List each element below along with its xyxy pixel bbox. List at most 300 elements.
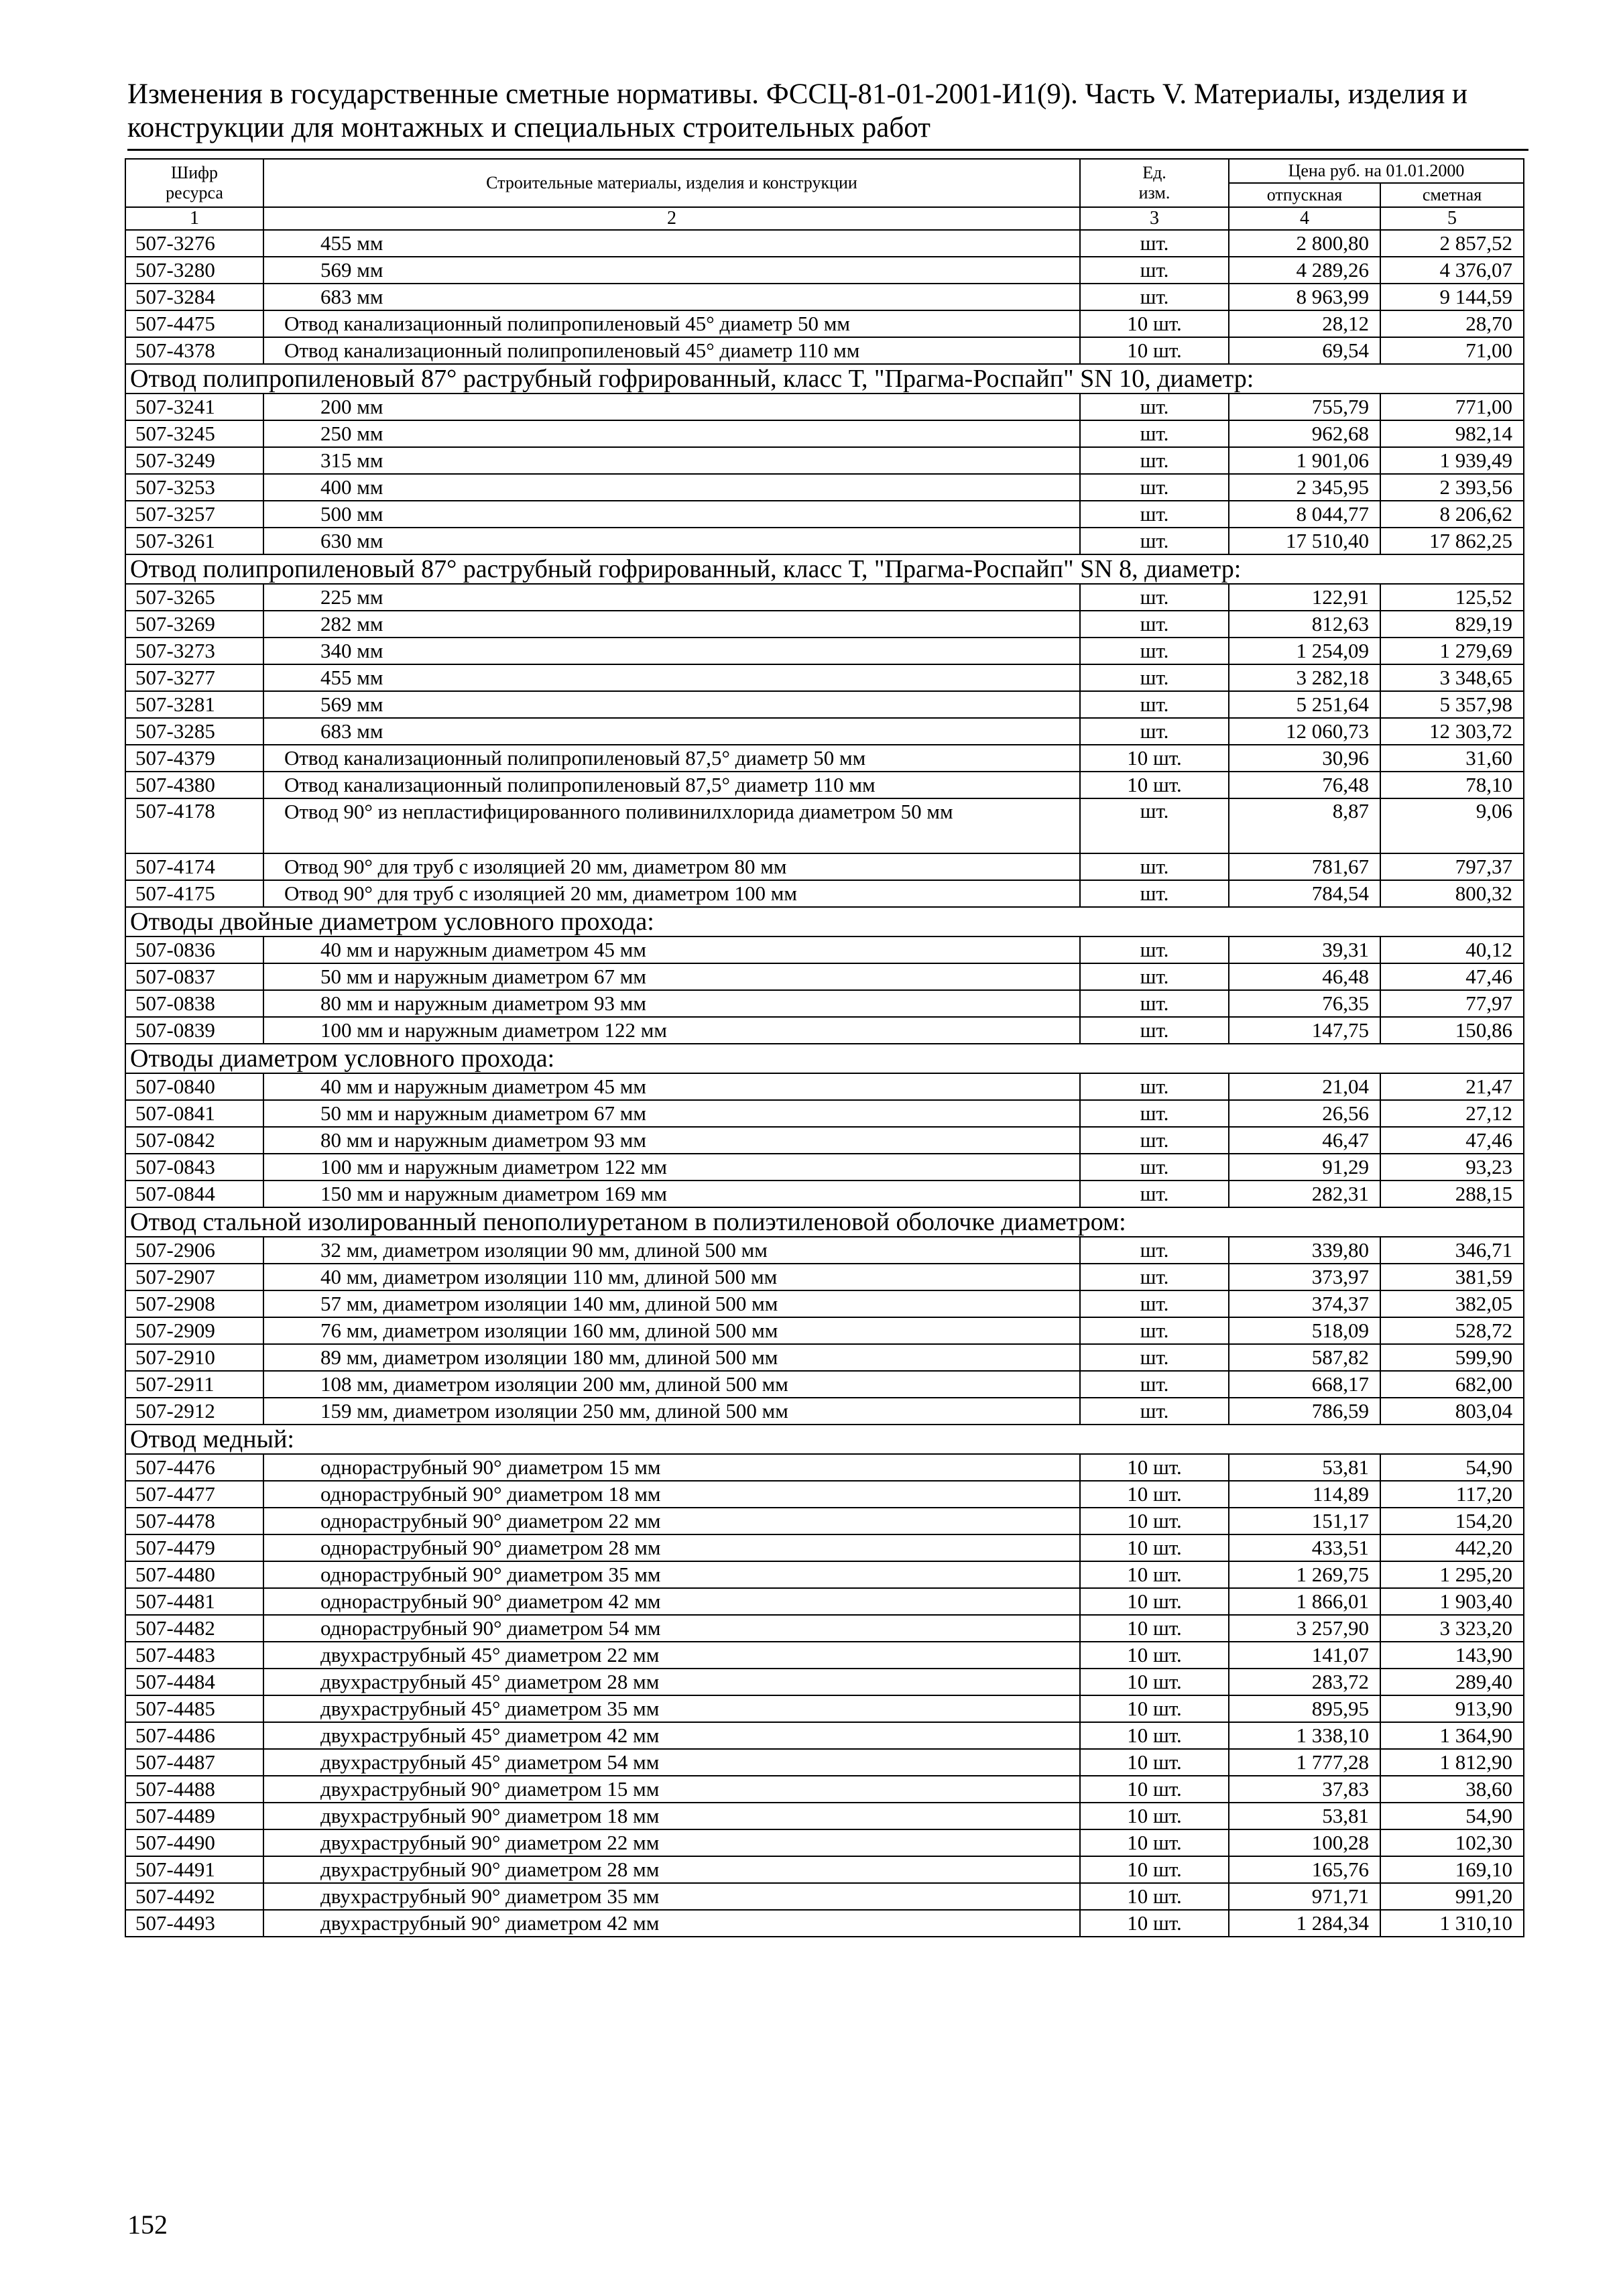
release-price: 37,83 [1229,1776,1380,1803]
unit-of-measure: 10 шт. [1080,1695,1229,1722]
unit-of-measure: 10 шт. [1080,1856,1229,1883]
table-row [125,1776,1524,1803]
release-price: 283,72 [1229,1669,1380,1695]
release-price: 165,76 [1229,1856,1380,1883]
resource-code: 507-3253 [125,474,263,501]
resource-code: 507-2909 [125,1317,263,1344]
unit-of-measure: шт. [1080,936,1229,963]
release-price: 518,09 [1229,1317,1380,1344]
unit-of-measure: шт. [1080,1017,1229,1044]
table-row [125,963,1524,990]
table-row [125,638,1524,664]
unit-of-measure: шт. [1080,447,1229,474]
resource-code: 507-3281 [125,691,263,718]
release-price: 141,07 [1229,1642,1380,1669]
table-row [125,1454,1524,1481]
material-name: 50 мм и наружным диаметром 67 мм [263,963,1080,990]
material-name: двухраструбный 90° диаметром 42 мм [263,1910,1080,1937]
group-title: Отвод полипропиленовый 87° раструбный гофрированный, класс Т, "Прагма-Роспайп" SN 10, диаметр: [125,364,1524,394]
resource-code: 507-3261 [125,528,263,554]
material-name: 683 мм [263,718,1080,745]
table-row [125,1237,1524,1264]
table-row [125,1856,1524,1883]
unit-of-measure: шт. [1080,230,1229,257]
material-name: 150 мм и наружным диаметром 169 мм [263,1181,1080,1207]
table-row [125,772,1524,798]
release-price: 30,96 [1229,745,1380,772]
estimate-price: 682,00 [1380,1371,1524,1398]
table-row [125,745,1524,772]
unit-of-measure: шт. [1080,1181,1229,1207]
release-price: 91,29 [1229,1154,1380,1181]
unit-of-measure: шт. [1080,691,1229,718]
table-row [125,1264,1524,1290]
table-row [125,394,1524,420]
material-name: однораструбный 90° диаметром 22 мм [263,1508,1080,1534]
estimate-price: 803,04 [1380,1398,1524,1425]
material-name: двухраструбный 90° диаметром 28 мм [263,1856,1080,1883]
page-number: 152 [127,2210,168,2240]
table-row [125,1561,1524,1588]
table-row [125,1749,1524,1776]
table-row [125,1910,1524,1937]
resource-code: 507-4488 [125,1776,263,1803]
unit-of-measure: 10 шт. [1080,1669,1229,1695]
unit-of-measure: 10 шт. [1080,310,1229,337]
table-row [125,1803,1524,1829]
group-header-row [125,364,1524,394]
estimate-price: 38,60 [1380,1776,1524,1803]
resource-code: 507-3249 [125,447,263,474]
estimate-price: 2 393,56 [1380,474,1524,501]
material-name: 40 мм, диаметром изоляции 110 мм, длиной 500 мм [263,1264,1080,1290]
material-name: Отвод 90° из непластифицированного поливинилхлорида диаметром 50 мм [263,798,1080,853]
column-number: 3 [1080,207,1229,230]
release-price: 339,80 [1229,1237,1380,1264]
table-row [125,1883,1524,1910]
release-price: 812,63 [1229,611,1380,638]
table-row [125,1017,1524,1044]
table-row [125,284,1524,310]
material-name: 40 мм и наружным диаметром 45 мм [263,936,1080,963]
estimate-price: 54,90 [1380,1454,1524,1481]
resource-code: 507-4178 [125,798,263,853]
resource-code: 507-3273 [125,638,263,664]
table-row [125,691,1524,718]
table-row [125,257,1524,284]
estimate-price: 913,90 [1380,1695,1524,1722]
material-name: 569 мм [263,691,1080,718]
unit-of-measure: 10 шт. [1080,1776,1229,1803]
estimate-price: 288,15 [1380,1181,1524,1207]
material-name: двухраструбный 90° диаметром 22 мм [263,1829,1080,1856]
unit-of-measure: 10 шт. [1080,1722,1229,1749]
unit-of-measure: шт. [1080,963,1229,990]
unit-of-measure: шт. [1080,1127,1229,1154]
release-price: 282,31 [1229,1181,1380,1207]
unit-of-measure: шт. [1080,718,1229,745]
resource-code: 507-4174 [125,853,263,880]
estimate-price: 93,23 [1380,1154,1524,1181]
release-price: 374,37 [1229,1290,1380,1317]
header-line-1: Изменения в государственные сметные нормативы. ФССЦ-81-01-2001-И1(9). Часть V. Материалы, изделия и [127,78,1467,110]
unit-of-measure: 10 шт. [1080,337,1229,364]
material-name: двухраструбный 45° диаметром 42 мм [263,1722,1080,1749]
unit-of-measure: шт. [1080,420,1229,447]
resource-code: 507-0840 [125,1073,263,1100]
estimate-price: 3 348,65 [1380,664,1524,691]
table-row [125,1508,1524,1534]
material-name: Отвод канализационный полипропиленовый 87,5° диаметр 50 мм [263,745,1080,772]
estimate-price: 2 857,52 [1380,230,1524,257]
estimate-price: 528,72 [1380,1317,1524,1344]
estimate-price: 117,20 [1380,1481,1524,1508]
material-name: 455 мм [263,664,1080,691]
release-price: 2 345,95 [1229,474,1380,501]
estimate-price: 9,06 [1380,798,1524,853]
unit-of-measure: 10 шт. [1080,1588,1229,1615]
resource-code: 507-0837 [125,963,263,990]
resource-code: 507-3276 [125,230,263,257]
unit-of-measure: 10 шт. [1080,1561,1229,1588]
column-number: 4 [1229,207,1380,230]
material-name: 400 мм [263,474,1080,501]
unit-of-measure: шт. [1080,1344,1229,1371]
table-row [125,1154,1524,1181]
material-name: Отвод канализационный полипропиленовый 45° диаметр 110 мм [263,337,1080,364]
unit-of-measure: 10 шт. [1080,1481,1229,1508]
release-price: 895,95 [1229,1695,1380,1722]
table-row [125,474,1524,501]
group-title: Отводы диаметром условного прохода: [125,1044,1524,1073]
header-line-2: конструкции для монтажных и специальных строительных работ [127,112,930,143]
unit-of-measure: 10 шт. [1080,772,1229,798]
release-price: 12 060,73 [1229,718,1380,745]
resource-code: 507-2906 [125,1237,263,1264]
release-price: 122,91 [1229,584,1380,611]
table-row [125,936,1524,963]
table-row [125,853,1524,880]
estimate-price: 771,00 [1380,394,1524,420]
resource-code: 507-2908 [125,1290,263,1317]
material-name: 630 мм [263,528,1080,554]
table-row [125,1073,1524,1100]
release-price: 3 282,18 [1229,664,1380,691]
release-price: 971,71 [1229,1883,1380,1910]
material-name: 89 мм, диаметром изоляции 180 мм, длиной 500 мм [263,1344,1080,1371]
estimate-price: 17 862,25 [1380,528,1524,554]
table-row [125,1344,1524,1371]
material-name: 159 мм, диаметром изоляции 250 мм, длиной 500 мм [263,1398,1080,1425]
resource-code: 507-3241 [125,394,263,420]
resource-code: 507-4484 [125,1669,263,1695]
estimate-price: 382,05 [1380,1290,1524,1317]
release-price: 21,04 [1229,1073,1380,1100]
resource-code: 507-4479 [125,1534,263,1561]
estimate-price: 27,12 [1380,1100,1524,1127]
table-row [125,420,1524,447]
release-price: 46,47 [1229,1127,1380,1154]
material-name: Отвод канализационный полипропиленовый 45° диаметр 50 мм [263,310,1080,337]
resource-code: 507-4491 [125,1856,263,1883]
estimate-price: 40,12 [1380,936,1524,963]
table-row [125,1722,1524,1749]
release-price: 1 269,75 [1229,1561,1380,1588]
resource-code: 507-3285 [125,718,263,745]
material-name: двухраструбный 90° диаметром 35 мм [263,1883,1080,1910]
resource-code: 507-4476 [125,1454,263,1481]
release-price: 53,81 [1229,1454,1380,1481]
estimate-price: 71,00 [1380,337,1524,364]
estimate-price: 4 376,07 [1380,257,1524,284]
release-price: 114,89 [1229,1481,1380,1508]
material-name: 108 мм, диаметром изоляции 200 мм, длиной 500 мм [263,1371,1080,1398]
estimate-price: 125,52 [1380,584,1524,611]
estimate-price: 800,32 [1380,880,1524,907]
material-name: однораструбный 90° диаметром 42 мм [263,1588,1080,1615]
unit-of-measure: шт. [1080,611,1229,638]
group-header-row [125,1425,1524,1454]
release-price: 53,81 [1229,1803,1380,1829]
estimate-price: 169,10 [1380,1856,1524,1883]
unit-of-measure: 10 шт. [1080,1803,1229,1829]
resource-code: 507-0843 [125,1154,263,1181]
group-header-row [125,1044,1524,1073]
estimate-price: 47,46 [1380,1127,1524,1154]
release-price: 1 777,28 [1229,1749,1380,1776]
table-row [125,1695,1524,1722]
resource-code: 507-4486 [125,1722,263,1749]
estimate-price: 1 279,69 [1380,638,1524,664]
release-price: 1 338,10 [1229,1722,1380,1749]
resource-code: 507-3280 [125,257,263,284]
table-row [125,1669,1524,1695]
resource-code: 507-4175 [125,880,263,907]
resource-code: 507-0836 [125,936,263,963]
column-header-name: Строительные материалы, изделия и конструкции [263,159,1080,207]
table-row [125,1181,1524,1207]
column-header-release-price: отпускная [1229,183,1380,207]
table-row [125,1127,1524,1154]
resource-code: 507-0841 [125,1100,263,1127]
material-name: 80 мм и наружным диаметром 93 мм [263,990,1080,1017]
material-name: 455 мм [263,230,1080,257]
release-price: 587,82 [1229,1344,1380,1371]
table-row [125,611,1524,638]
unit-of-measure: шт. [1080,501,1229,528]
resource-code: 507-4482 [125,1615,263,1642]
release-price: 5 251,64 [1229,691,1380,718]
table-row [125,501,1524,528]
estimate-price: 1 364,90 [1380,1722,1524,1749]
unit-of-measure: 10 шт. [1080,1454,1229,1481]
table-row [125,664,1524,691]
material-name: двухраструбный 45° диаметром 54 мм [263,1749,1080,1776]
release-price: 1 901,06 [1229,447,1380,474]
release-price: 151,17 [1229,1508,1380,1534]
release-price: 1 866,01 [1229,1588,1380,1615]
release-price: 1 284,34 [1229,1910,1380,1937]
resource-code: 507-2907 [125,1264,263,1290]
estimate-price: 442,20 [1380,1534,1524,1561]
estimate-price: 982,14 [1380,420,1524,447]
column-number: 2 [263,207,1080,230]
estimate-price: 599,90 [1380,1344,1524,1371]
unit-of-measure: шт. [1080,528,1229,554]
table-row [125,1398,1524,1425]
material-name: двухраструбный 90° диаметром 18 мм [263,1803,1080,1829]
table-row [125,718,1524,745]
release-price: 28,12 [1229,310,1380,337]
material-name: 80 мм и наружным диаметром 93 мм [263,1127,1080,1154]
resource-code: 507-0839 [125,1017,263,1044]
release-price: 3 257,90 [1229,1615,1380,1642]
unit-of-measure: шт. [1080,664,1229,691]
estimate-price: 143,90 [1380,1642,1524,1669]
unit-of-measure: шт. [1080,1398,1229,1425]
table-row [125,1100,1524,1127]
unit-of-measure: шт. [1080,284,1229,310]
resource-code: 507-4475 [125,310,263,337]
page-header [127,78,1522,145]
table-row [125,1642,1524,1669]
resource-code: 507-3257 [125,501,263,528]
table-row [125,230,1524,257]
unit-of-measure: 10 шт. [1080,745,1229,772]
resource-code: 507-4478 [125,1508,263,1534]
resource-code: 507-0838 [125,990,263,1017]
estimate-price: 21,47 [1380,1073,1524,1100]
unit-of-measure: шт. [1080,1100,1229,1127]
estimate-price: 1 295,20 [1380,1561,1524,1588]
table-row [125,1371,1524,1398]
resource-code: 507-0842 [125,1127,263,1154]
material-name: Отвод 90° для труб с изоляцией 20 мм, диаметром 80 мм [263,853,1080,880]
release-price: 8 044,77 [1229,501,1380,528]
material-name: 50 мм и наружным диаметром 67 мм [263,1100,1080,1127]
unit-of-measure: 10 шт. [1080,1508,1229,1534]
column-number: 5 [1380,207,1524,230]
release-price: 786,59 [1229,1398,1380,1425]
resource-code: 507-2910 [125,1344,263,1371]
table-row [125,1615,1524,1642]
table-row [125,337,1524,364]
release-price: 755,79 [1229,394,1380,420]
table-row [125,990,1524,1017]
release-price: 2 800,80 [1229,230,1380,257]
resource-code: 507-2911 [125,1371,263,1398]
material-name: 40 мм и наружным диаметром 45 мм [263,1073,1080,1100]
resource-code: 507-3265 [125,584,263,611]
table-row [125,1481,1524,1508]
table-row [125,584,1524,611]
unit-of-measure: шт. [1080,853,1229,880]
estimate-price: 1 939,49 [1380,447,1524,474]
material-name: Отвод канализационный полипропиленовый 87,5° диаметр 110 мм [263,772,1080,798]
unit-of-measure: 10 шт. [1080,1642,1229,1669]
unit-of-measure: шт. [1080,257,1229,284]
release-price: 373,97 [1229,1264,1380,1290]
release-price: 76,35 [1229,990,1380,1017]
release-price: 100,28 [1229,1829,1380,1856]
estimate-price: 1 903,40 [1380,1588,1524,1615]
resource-code: 507-4380 [125,772,263,798]
column-number-row [125,207,1524,230]
unit-of-measure: шт. [1080,474,1229,501]
unit-of-measure: 10 шт. [1080,1615,1229,1642]
table-row [125,447,1524,474]
material-name: 340 мм [263,638,1080,664]
resource-code: 507-4492 [125,1883,263,1910]
resource-code: 507-3284 [125,284,263,310]
unit-of-measure: шт. [1080,1154,1229,1181]
table-row [125,880,1524,907]
column-header-price: Цена руб. на 01.01.2000 [1229,159,1524,183]
release-price: 433,51 [1229,1534,1380,1561]
unit-of-measure: шт. [1080,1237,1229,1264]
material-name: двухраструбный 45° диаметром 35 мм [263,1695,1080,1722]
resource-code: 507-4483 [125,1642,263,1669]
material-name: однораструбный 90° диаметром 35 мм [263,1561,1080,1588]
material-name: 200 мм [263,394,1080,420]
unit-of-measure: шт. [1080,1073,1229,1100]
release-price: 26,56 [1229,1100,1380,1127]
estimate-price: 78,10 [1380,772,1524,798]
material-name: двухраструбный 45° диаметром 28 мм [263,1669,1080,1695]
table-row [125,1534,1524,1561]
column-header-code: Шифр ресурса [125,159,263,207]
group-title: Отвод стальной изолированный пенополиуретаном в полиэтиленовой оболочке диаметром: [125,1207,1524,1237]
release-price: 8 963,99 [1229,284,1380,310]
material-name: 500 мм [263,501,1080,528]
table-row [125,528,1524,554]
unit-of-measure: шт. [1080,880,1229,907]
table-row [125,1290,1524,1317]
resource-code: 507-4477 [125,1481,263,1508]
material-name: 569 мм [263,257,1080,284]
unit-of-measure: шт. [1080,1264,1229,1290]
release-price: 1 254,09 [1229,638,1380,664]
material-name: однораструбный 90° диаметром 15 мм [263,1454,1080,1481]
unit-of-measure: шт. [1080,990,1229,1017]
column-number: 1 [125,207,263,230]
unit-of-measure: шт. [1080,1290,1229,1317]
unit-of-measure: шт. [1080,1317,1229,1344]
material-name: однораструбный 90° диаметром 28 мм [263,1534,1080,1561]
release-price: 784,54 [1229,880,1380,907]
resource-code: 507-2912 [125,1398,263,1425]
unit-of-measure: шт. [1080,798,1229,853]
release-price: 781,67 [1229,853,1380,880]
release-price: 4 289,26 [1229,257,1380,284]
material-name: однораструбный 90° диаметром 18 мм [263,1481,1080,1508]
estimate-price: 1 812,90 [1380,1749,1524,1776]
resource-code: 507-3277 [125,664,263,691]
material-name: двухраструбный 45° диаметром 22 мм [263,1642,1080,1669]
group-title: Отвод полипропиленовый 87° раструбный гофрированный, класс Т, "Прагма-Роспайп" SN 8, диаметр: [125,554,1524,584]
estimate-price: 5 357,98 [1380,691,1524,718]
estimate-price: 102,30 [1380,1829,1524,1856]
material-name: двухраструбный 90° диаметром 15 мм [263,1776,1080,1803]
resource-code: 507-4490 [125,1829,263,1856]
material-name: 100 мм и наружным диаметром 122 мм [263,1154,1080,1181]
group-header-row [125,907,1524,936]
resource-code: 507-4480 [125,1561,263,1588]
unit-of-measure: 10 шт. [1080,1534,1229,1561]
release-price: 8,87 [1229,798,1380,853]
estimate-price: 150,86 [1380,1017,1524,1044]
release-price: 17 510,40 [1229,528,1380,554]
